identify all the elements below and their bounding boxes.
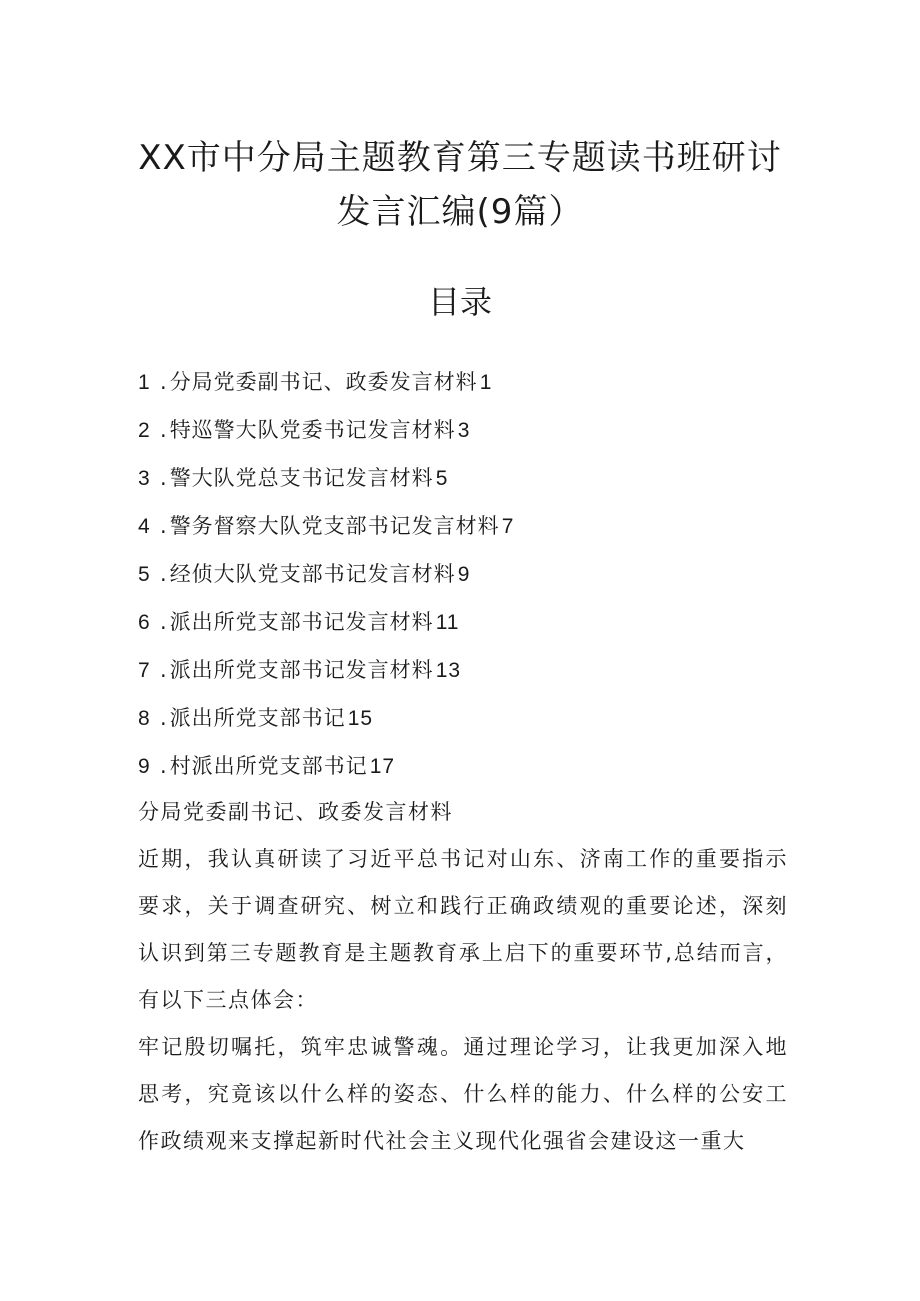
toc-item-dot: .: [160, 514, 168, 538]
toc-item-number: 7: [138, 659, 151, 682]
toc-item[interactable]: [138, 460, 838, 508]
toc-item-number: 9: [138, 755, 151, 778]
toc-item-number: 8: [138, 707, 151, 730]
toc-item-text: 派出所党支部书记: [169, 706, 346, 730]
toc-item-number: 3: [138, 467, 151, 490]
toc-item[interactable]: [138, 364, 838, 412]
toc-item-number: 5: [138, 563, 151, 586]
toc-item-page: 15: [347, 707, 374, 730]
document-body: [138, 792, 788, 1165]
toc-item[interactable]: [138, 748, 838, 796]
toc-item-dot: .: [160, 658, 168, 682]
toc-item-dot: .: [160, 466, 168, 490]
toc-item[interactable]: [138, 412, 838, 460]
toc-item-text: 警大队党总支书记发言材料: [169, 466, 434, 490]
toc-item-text: 警务督察大队党支部书记发言材料: [169, 514, 500, 538]
paragraph: 近期，我认真研读了习近平总书记对山东、济南工作的重要指示要求，关于调查研究、树立和践行正确政绩观的重要论述，深刻认识到第三专题教育是主题教育承上启下的重要环节,总结而言，有以下三点体会：: [138, 847, 788, 1012]
toc-item-dot: .: [160, 370, 168, 394]
toc-item-page: 5: [435, 467, 449, 490]
document-title-line-1: XX市中分局主题教育第三专题读书班研讨: [138, 138, 782, 178]
toc-item-number: 6: [138, 611, 151, 634]
toc-item-dot: .: [160, 418, 168, 442]
toc-item-number: 2: [138, 419, 151, 442]
toc-item-dot: .: [160, 610, 168, 634]
toc-item-text: 村派出所党支部书记: [169, 754, 368, 778]
toc-item[interactable]: [138, 508, 838, 556]
toc-item[interactable]: [138, 556, 838, 604]
toc-item-page: 9: [457, 563, 471, 586]
toc-item[interactable]: [138, 652, 838, 700]
toc-item-page: 17: [369, 755, 396, 778]
toc-item-text: 派出所党支部书记发言材料: [169, 610, 434, 634]
toc-item-text: 分局党委副书记、政委发言材料: [169, 370, 478, 394]
toc-item-text: 特巡警大队党委书记发言材料: [169, 418, 456, 442]
toc-item-number: 1: [138, 371, 151, 394]
toc-item-dot: .: [160, 754, 168, 778]
toc-item[interactable]: [138, 700, 838, 748]
toc-item-text: 经侦大队党支部书记发言材料: [169, 562, 456, 586]
toc-item-text: 派出所党支部书记发言材料: [169, 658, 434, 682]
toc-item-number: 4: [138, 515, 151, 538]
paragraph: 牢记殷切嘱托，筑牢忠诚警魂。通过理论学习，让我更加深入地思考，究竟该以什么样的姿态、什么样的能力、什么样的公安工作政绩观来支撑起新时代社会主义现代化强省会建设这一重大: [138, 1035, 788, 1153]
toc-item[interactable]: [138, 604, 838, 652]
toc-item-page: 11: [435, 611, 460, 634]
toc-item-dot: .: [160, 562, 168, 586]
table-of-contents: [138, 364, 838, 796]
toc-heading: 目录: [427, 283, 492, 321]
toc-item-page: 3: [457, 419, 471, 442]
toc-item-page: 13: [435, 659, 462, 682]
toc-item-page: 1: [479, 371, 493, 394]
document-title-line-2: 发言汇编(9篇）: [336, 192, 584, 232]
section-title: 分局党委副书记、政委发言材料: [138, 800, 453, 824]
toc-item-page: 7: [501, 515, 515, 538]
toc-item-dot: .: [160, 706, 168, 730]
